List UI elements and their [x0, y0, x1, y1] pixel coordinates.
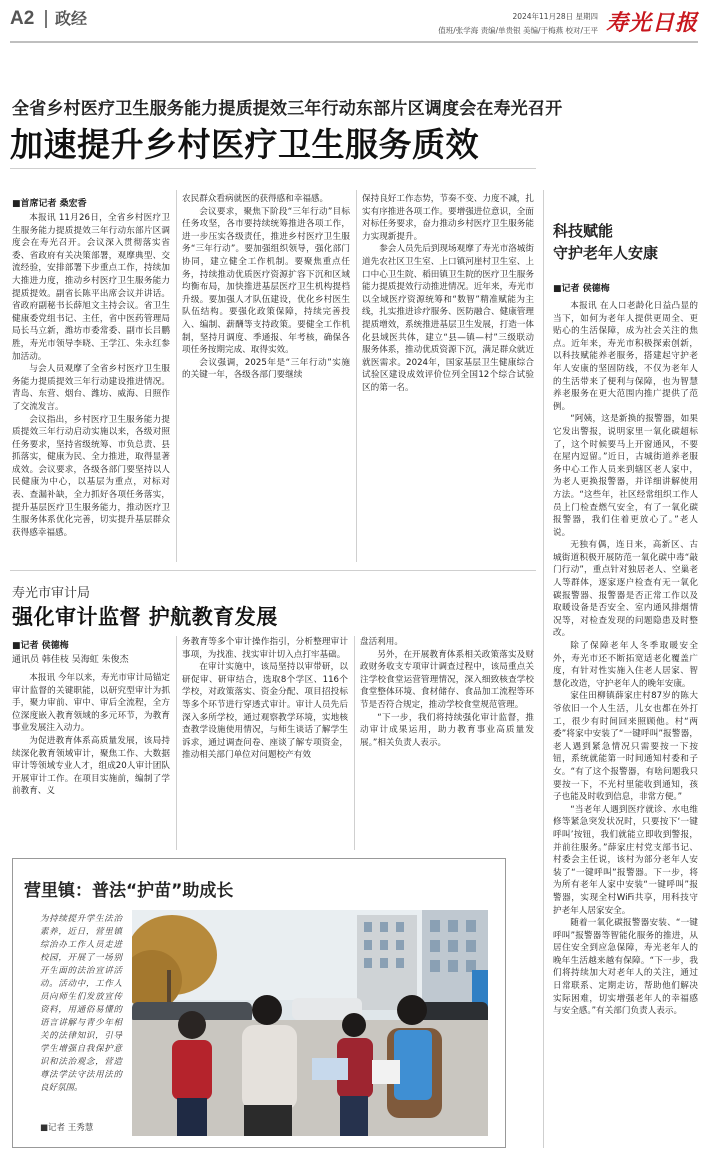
lead-column-3 — [362, 193, 534, 562]
paragraph: 无独有偶，连日来，高新区、古城街道积极开展防范一氧化碳中毒“敲门行动”，重点针对独居老人、空巢老人等群体，逐家逐户检查有无一氧化碳报警器、报警器是否正常工作以及取暖设备是否安全、室内通风排烟情况等，对检查发现的问题隐患及时整改。 — [553, 540, 698, 639]
paragraph: 家住田柳镇薛家庄村87岁的陈大爷依旧一个人生活，儿女也都在外打工，很少有时间回来照顾他。村“两委”将家中安装了“一键呼叫”报警器，老人遇到紧急情况只需要按一下按钮，系统就能第一时间通知村委和子女。“有了这个报警器，有啥问题我只要按一下，不光村里能收到通知，孩子也能及时收到信息，非常方便。” — [553, 691, 698, 803]
paragraph: 参会人员先后到现场观摩了寿光市洛城街道先农社区卫生室、上口镇河崖村卫生室、上口中心卫生院、稻田镇卫生院的医疗卫生服务能力提质提效行动推进情况。近年来，寿光市以全域医疗资源统筹和“数智”精准赋能为主线，扎实推进诊疗服务、医防融合、健康管理提质增效，系统推进基层卫生发展，打造一体化县域医共体，建立“县—镇—村”三级联动服务体系，推动优质资源下沉，满足群众就近就医需求。2024年，国家基层卫生健康综合试验区建设成效评价位列全国12个综合试验区的第一名。 — [362, 244, 534, 393]
divider — [10, 168, 536, 169]
paragraph: 本报讯 在人口老龄化日益凸显的当下，如何为老年人提供更周全、更贴心的生活保障，成为社会关注的焦点。近年来，寿光市积极探索创新，以科技赋能养老服务，搭建起守护老年人安康的坚固防线，不仅为老年人的生活带来了便利与保障，也为智慧养老服务在更大范围内推广提供了范例。 — [553, 301, 698, 412]
paragraph: 本报讯 11月26日，全省乡村医疗卫生服务能力提质提效三年行动东部片区调度会在寿光召开。会议深入贯彻落实省委、省政府有关决策部署，观摩典型、交流经验，安排部署下步重点工作，持续加大推进力度，推动乡村医疗卫生服务能力提质提效。副省长陈平出席会议并讲话。省政府副秘书长薛旭文主持会议。省卫生健康委党组书记、主任，省中医药管理局局长马立新，潍坊市委常委、副市长吕鹏胜，寿光市领导李晓、王学江、朱永红参加活动。 — [12, 213, 170, 362]
newspaper-logo: 寿光日报 — [605, 10, 698, 36]
paragraph: 在审计实施中，该局坚持以审带研，以研促审、研审结合，选取8个学区、116个学校，对政策落实、资金分配、项目招投标等多个环节进行穿透式审计。审计人员先后深入多所学校，通过观察教学环境，实地核查教学设施使用情况，与师生谈话了解学生诉求，通过调查问卷、座谈了解专项资金，推动相关部门单位对问题校产有效 — [182, 662, 348, 761]
audit-byline: ■记者 侯德梅 — [12, 641, 69, 651]
lead-column-1 — [12, 212, 170, 562]
audit-column-3 — [360, 636, 534, 850]
paragraph: 会议指出，乡村医疗卫生服务能力提质提效三年行动启动实施以来，各级对照任务要求，坚持省级统筹、市负总责、县抓落实，健康为民、全力推进，取得显著成效。会议要求，各级各部门要坚持以人民健康为中心，以基层为重点，对标对表、查漏补缺，全力抓好各项任务落实，提升基层医疗卫生服务能力，推动医疗卫生服务体系优化完善，切实提升基层群众获得感幸福感。 — [12, 414, 170, 538]
section-name: 政经 — [45, 10, 87, 28]
photo-story-caption: 为持续提升学生法治素养，近日，营里镇综治办工作人员走进校园，开展了一场别开生面的法治宣讲活动。活动中，工作人员向师生们发放宣传资料，用通俗易懂的语言讲解与青少年相关的法律知识，引导学生增强自我保护意识和法治观念，营造尊法学法守法用法的良好氛围。 — [40, 914, 122, 1093]
paragraph: 随着一氧化碳报警器安装、“一键呼叫”报警器等智能化服务的推进，从居住安全到应急保障，寿光老年人的晚年生活越来越有保障。“下一步，我们将持续加大对老年人的关注，通过日常联系、定期走访，帮助他们解决实际困难，切实增强老年人的幸福感与安全感。”有关部门负责人表示。 — [553, 918, 698, 1017]
audit-column-1 — [12, 672, 170, 850]
divider — [176, 190, 177, 562]
paragraph: “阿姨，这是新换的报警器，如果它发出警报，说明家里一氧化碳超标了，这个时候要马上开窗通风，不要在屋内逗留。”近日，古城街道养老服务中心工作人员来到辖区老人家中，为老人更换报警器，并详细讲解使用方法。“这些年，社区经常组织工作人员上门检查燃气安全，有了一氧化碳报警器，我们住着更放心了。”老人说。 — [553, 414, 698, 538]
paragraph: 另外，在开展教育体系相关政策落实及财政财务收支专项审计调查过程中，该局重点关注学校食堂运营管理情况，深入细致核查学校食堂整体环境、食材储存、食品加工流程等环节是否符合规定，推动学校食堂规范管理。 — [360, 649, 534, 710]
divider — [356, 190, 357, 562]
dateline: 2024年11月28日 星期四 — [512, 12, 598, 21]
divider — [354, 636, 355, 850]
divider — [543, 190, 544, 1148]
paragraph: 务教育等多个审计操作指引，分析整理审计事项，为找准、找实审计切入点打牢基础。 — [182, 637, 348, 660]
side-byline: ■记者 侯德梅 — [553, 284, 610, 294]
paragraph: 为促进教育体系高质量发展，该局持续深化教育领域审计，聚焦工作、大数据审计等领域专业人才，组成20人审计团队开展审计工作。在项目实施前，编制了学前教育、义 — [12, 735, 170, 797]
lead-byline: ■首席记者 桑宏香 — [12, 199, 87, 209]
paragraph: 保持良好工作态势，节奏不变、力度不减，扎实有序推进各项工作。要增强进位意识，全面对标任务要求，奋力推动乡村医疗卫生服务能力实现新提升。 — [362, 194, 534, 242]
side-column — [553, 300, 698, 1148]
paragraph: 盘活利用。 — [360, 637, 403, 647]
lead-subtitle: 全省乡村医疗卫生服务能力提质提效三年行动东部片区调度会在寿光召开 — [12, 99, 563, 119]
paragraph: 会议要求，聚焦下阶段“三年行动”目标任务攻坚，各市要持续统筹推进各项工作，进一步压实各级责任，推进乡村医疗卫生服务“三年行动”。要加强组织领导，强化部门协同，建立健全工作机制。要聚焦重点任务，持续推动优质医疗资源扩容下沉和区域均衡布局，加快推进基层医疗卫生机构提档升级。要加强人才队伍建设，优化乡村医生队伍结构。要强化政策保障，持续完善投入、编制、薪酬等支持政策。要健全工作机制，坚持月调度、季通报、年考核，确保各项任务按期完成、取得实效。 — [182, 206, 350, 356]
side-title-line2: 守护老年人安康 — [553, 244, 659, 262]
school-photo — [132, 910, 488, 1136]
audit-title: 强化审计监督 护航教育发展 — [12, 605, 278, 629]
side-title-line1: 科技赋能 — [553, 222, 614, 240]
paragraph: 与会人员观摩了全省乡村医疗卫生服务能力提质提效三年行动建设推进情况。青岛、东营、烟台、潍坊、威海、日照作了交流发言。 — [12, 364, 170, 412]
paragraph: 除了保障老年人冬季取暖安全外，寿光市还不断拓宽适老化覆盖广度，有针对性实施入住老人居家、智慧化改造，守护老年人的晚年安康。 — [553, 641, 698, 689]
page-number: A2 — [10, 8, 35, 29]
lead-title: 加速提升乡村医疗卫生服务质效 — [10, 125, 479, 164]
paragraph: 本报讯 今年以来，寿光市审计局锚定审计监督的关键职能，以研究型审计为抓手，聚力审前、审中、审后全流程，全方位深度嵌入教育领域的多元环节，为教育事业发展注入动力。 — [12, 673, 170, 734]
divider — [10, 570, 536, 571]
audit-byline-2: 通讯员 韩佳枝 吴海虹 朱俊杰 — [12, 655, 129, 665]
lead-column-2 — [182, 193, 350, 562]
paragraph: “下一步，我们将持续强化审计监督，推动审计成果运用，助力教育事业高质量发展。”相关负责人表示。 — [360, 712, 534, 748]
audit-column-2 — [182, 636, 348, 850]
divider — [176, 636, 177, 850]
audit-kicker: 寿光市审计局 — [12, 586, 91, 601]
editor-credits: 值班/张学海 责编/单贵银 美编/于梅燕 校对/王平 — [438, 26, 598, 35]
photo-story-title: 营里镇：普法“护苗”助成长 — [24, 881, 234, 901]
paragraph: 会议强调，2025年是“三年行动”实施的关键一年，各级各部门要继续 — [182, 357, 350, 381]
masthead-rule — [10, 41, 698, 43]
paragraph: 农民群众看病就医的获得感和幸福感。 — [182, 194, 329, 204]
paragraph: “当老年人遇到医疗就诊、水电维修等紧急突发状况时，只要按下‘一键呼叫’按钮，我们就能立即收到警报，并前往服务。”薛家庄村党支部书记、村委会主任说，该村为部分老年人安装了“一键呼叫”报警器。下一步，将为所有老年人家中安装“一键呼叫”报警器，实现全村WiFi共享，用科技守护老年人居家安全。 — [553, 804, 698, 916]
photo-story-byline: ■记者 王秀慧 — [40, 1123, 94, 1133]
